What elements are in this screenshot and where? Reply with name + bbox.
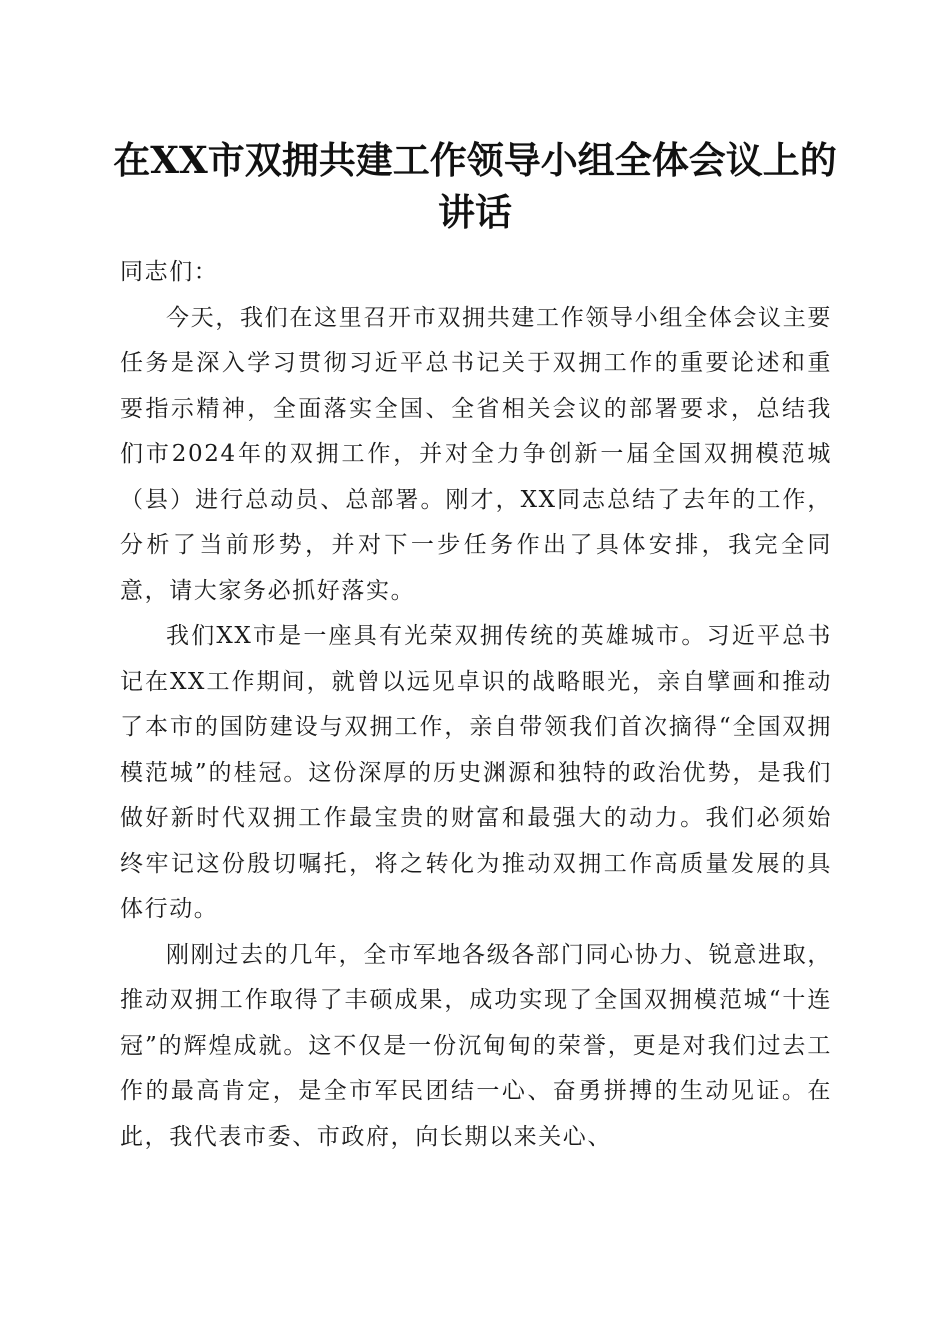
document-title — [110, 134, 840, 238]
paragraph-3: 刚刚过去的几年，全市军地各级各部门同心协力、锐意进取，推动双拥工作取得了丰硕成果，成功实现了全国双拥模范城“十连冠”的辉煌成就。这不仅是一份沉甸甸的荣誉，更是对我们过去工作的最高肯定，是全市军民团结一心、奋勇拼搏的生动见证。在此，我代表市委、市政府，向长期以来关心、 — [120, 941, 832, 1150]
paragraph-1: 今天，我们在这里召开市双拥共建工作领导小组全体会议主要任务是深入学习贯彻习近平总书记关于双拥工作的重要论述和重要指示精神，全面落实全国、全省相关会议的部署要求，总结我们市2024年的双拥工作，并对全力争创新一届全国双拥模范城（县）进行总动员、总部署。刚才，XX同志总结了去年的工作，分析了当前形势，并对下一步任务作出了具体安排，我完全同意，请大家务必抓好落实。 — [120, 304, 832, 604]
document-title-line-2: 讲话 — [438, 190, 512, 234]
document-title-line-1: 在XX市双拥共建工作领导小组全体会议上的 — [113, 138, 837, 182]
salutation: 同志们： — [120, 259, 219, 285]
document-body — [120, 250, 832, 1160]
paragraph-2: 我们XX市是一座具有光荣双拥传统的英雄城市。习近平总书记在XX工作期间，就曾以远见卓识的战略眼光，亲自擘画和推动了本市的国防建设与双拥工作，亲自带领我们首次摘得“全国双拥模范城”的桂冠。这份深厚的历史渊源和独特的政治优势，是我们做好新时代双拥工作最宝贵的财富和最强大的动力。我们必须始终牢记这份殷切嘱托，将之转化为推动双拥工作高质量发展的具体行动。 — [120, 623, 832, 922]
